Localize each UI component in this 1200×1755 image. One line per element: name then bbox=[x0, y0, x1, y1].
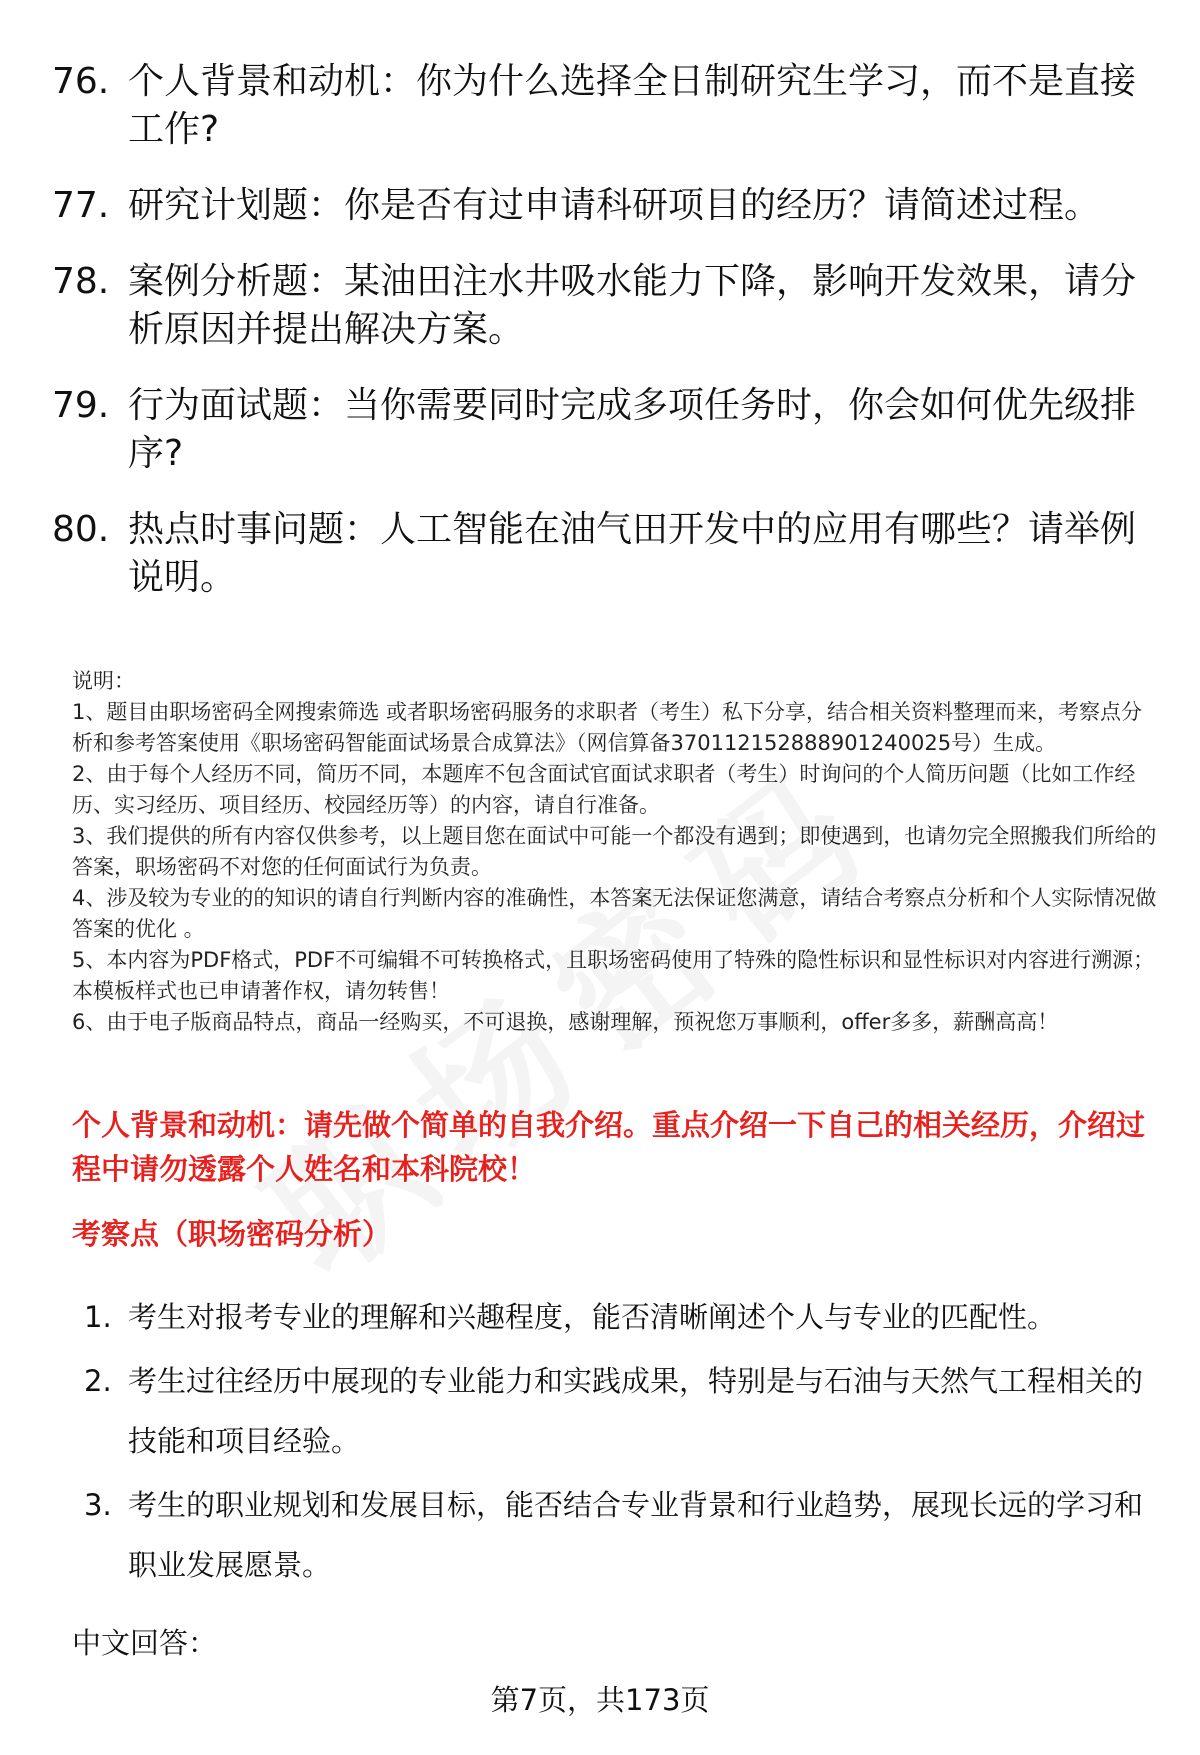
question-item bbox=[52, 58, 1152, 154]
point-number: 2. bbox=[84, 1364, 112, 1398]
question-number: 79. bbox=[52, 385, 110, 426]
question-text: 个人背景和动机：你为什么选择全日制研究生学习，而不是直接工作? bbox=[128, 61, 1137, 150]
note-item: 1、题目由职场密码全网搜索筛选 或者职场密码服务的求职者（考生）私下分享，结合相关资料整理而来，考察点分析和参考答案使用《职场密码智能面试场景合成算法》（网信算备370112152888901240025号）生成。 bbox=[72, 700, 1143, 755]
point-text: 考生过往经历中展现的专业能力和实践成果，特别是与石油与天然气工程相关的技能和项目经验。 bbox=[128, 1364, 1144, 1458]
section-title: 个人背景和动机：请先做个简单的自我介绍。重点介绍一下自己的相关经历，介绍过程中请勿透露个人姓名和本科院校！ bbox=[72, 1108, 1146, 1186]
point-number: 3. bbox=[84, 1488, 112, 1522]
analysis-point bbox=[84, 1287, 1164, 1347]
question-text: 研究计划题：你是否有过申请科研项目的经历？请简述过程。 bbox=[128, 185, 1101, 226]
question-text: 行为面试题：当你需要同时完成多项任务时，你会如何优先级排序? bbox=[128, 385, 1137, 474]
note-item: 4、涉及较为专业的的知识的请自行判断内容的准确性，本答案无法保证您满意，请结合考察点分析和个人实际情况做答案的优化 。 bbox=[72, 886, 1157, 941]
answer-label: 中文回答： bbox=[72, 1626, 218, 1660]
question-item bbox=[52, 182, 1152, 230]
note-item: 5、本内容为PDF格式，PDF不可编辑不可转换格式，且职场密码使用了特殊的隐性标识和显性标识对内容进行溯源；本模板样式也已申请著作权，请勿转售！ bbox=[72, 948, 1155, 1003]
analysis-point-list bbox=[84, 1287, 1164, 1599]
question-item bbox=[52, 258, 1152, 354]
question-text: 热点时事问题：人工智能在油气田开发中的应用有哪些？请举例说明。 bbox=[128, 509, 1137, 598]
note-item: 2、由于每个人经历不同，简历不同，本题库不包含面试官面试求职者（考生）时询问的个人简历问题（比如工作经历、实习经历、项目经历、校园经历等）的内容，请自行准备。 bbox=[72, 762, 1136, 817]
notes-heading: 说明： bbox=[72, 669, 135, 693]
analysis-point bbox=[84, 1475, 1164, 1595]
note-item: 6、由于电子版商品特点，商品一经购买，不可退换，感谢理解，预祝您万事顺利，offer多多，薪酬高高！ bbox=[72, 1010, 1059, 1034]
point-text: 考生的职业规划和发展目标，能否结合专业背景和行业趋势，展现长远的学习和职业发展愿景。 bbox=[128, 1488, 1144, 1582]
question-item bbox=[52, 382, 1152, 478]
question-number: 77. bbox=[52, 185, 110, 226]
question-item bbox=[52, 506, 1152, 602]
point-number: 1. bbox=[84, 1300, 112, 1334]
page-footer: 第7页，共173页 bbox=[490, 1683, 710, 1717]
point-text: 考生对报考专业的理解和兴趣程度，能否清晰阐述个人与专业的匹配性。 bbox=[128, 1300, 1057, 1334]
question-text: 案例分析题：某油田注水井吸水能力下降，影响开发效果，请分析原因并提出解决方案。 bbox=[128, 261, 1137, 350]
analysis-point bbox=[84, 1351, 1164, 1471]
question-number: 76. bbox=[52, 61, 110, 102]
question-number: 80. bbox=[52, 509, 110, 550]
note-item: 3、我们提供的所有内容仅供参考，以上题目您在面试中可能一个都没有遇到；即使遇到，也请勿完全照搬我们所给的答案，职场密码不对您的任何面试行为负责。 bbox=[72, 824, 1157, 879]
notes-block bbox=[72, 666, 1162, 1038]
question-number: 78. bbox=[52, 261, 110, 302]
analysis-subtitle: 考察点（职场密码分析） bbox=[72, 1217, 392, 1251]
question-list bbox=[52, 58, 1152, 630]
